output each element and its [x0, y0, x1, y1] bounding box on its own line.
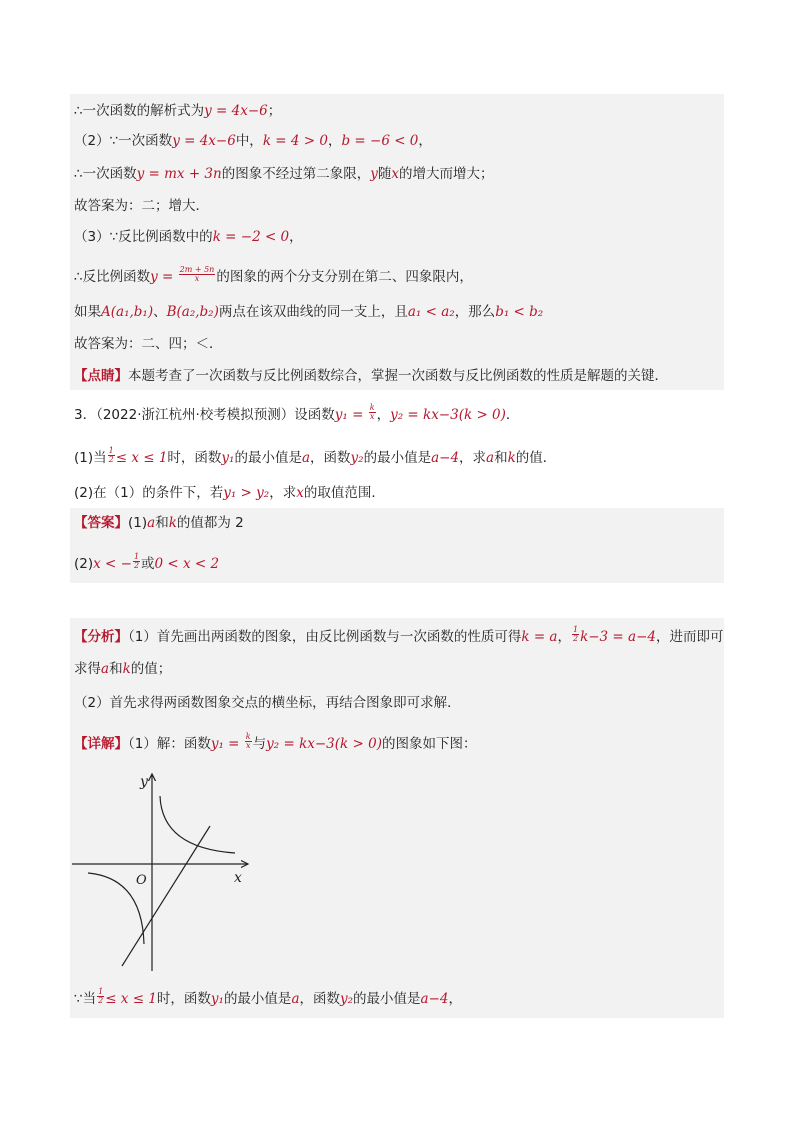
fraction-denominator: 2	[572, 634, 579, 643]
text-line-2	[74, 132, 432, 150]
text-segment: 的图象如下图：	[381, 736, 477, 752]
text-segment: ，函数	[299, 991, 340, 1007]
text-segment: （2）首先求得两函数图象交点的横坐标，再结合图象即可求解．	[74, 695, 461, 711]
text-segment: ，函数	[310, 450, 351, 466]
function-graph	[70, 766, 270, 971]
math-expression: b = −6 < 0	[341, 133, 419, 149]
math-expression: y₂ = kx−3(k > 0)	[390, 407, 506, 423]
section-label: 【点睛】	[74, 368, 128, 384]
text-line-18	[74, 733, 476, 753]
origin-label: O	[136, 873, 147, 888]
math-expression: y₁	[210, 991, 224, 1007]
section-label: 【分析】	[74, 629, 128, 645]
text-segment: ；	[267, 103, 282, 119]
math-expression: 0 < x < 2	[154, 556, 220, 572]
text-line-11	[74, 447, 556, 467]
math-expression: y₂ = kx−3(k > 0)	[266, 736, 382, 752]
text-segment: 中，	[235, 133, 263, 149]
text-segment: 3．（2022·浙江杭州·校考模拟预测）设函数	[74, 407, 335, 423]
fraction-numerator: 1	[133, 552, 140, 561]
text-line-3	[74, 165, 493, 183]
linear-function-line	[122, 826, 210, 966]
text-segment: ∴一次函数	[74, 166, 137, 182]
math-expression: y = 4x−6	[172, 133, 236, 149]
math-expression: a−4	[420, 991, 449, 1007]
text-segment: 的图象的两个分支分别在第二、四象限内，	[216, 269, 473, 285]
text-segment: ，那么	[454, 304, 496, 320]
fraction	[133, 553, 140, 570]
math-expression: y	[370, 166, 378, 182]
text-segment: 的取值范围．	[303, 485, 385, 501]
text-segment: 求得	[74, 661, 101, 677]
text-segment: 和	[109, 661, 123, 677]
text-segment: 与	[252, 736, 267, 752]
text-line-7	[74, 303, 543, 321]
math-expression: y₁	[221, 450, 235, 466]
fraction-numerator: 1	[572, 625, 579, 634]
text-segment: 的最小值是	[223, 991, 292, 1007]
text-segment: ，	[418, 133, 432, 149]
text-line-14	[74, 553, 219, 573]
math-expression: a−4	[431, 450, 460, 466]
text-segment: 两点在该双曲线的同一支上，且	[218, 304, 408, 320]
text-segment: 的最小值是	[234, 450, 302, 466]
text-segment: 时，函数	[167, 450, 222, 466]
math-expression: a	[486, 450, 495, 466]
math-expression: y₁ =	[210, 736, 244, 752]
fraction	[179, 266, 216, 283]
text-segment: ，求	[459, 450, 487, 466]
math-expression: B(a₂,b₂)	[166, 304, 219, 320]
text-segment: ，进而即可	[656, 629, 724, 645]
y-axis-label: y	[140, 774, 148, 790]
math-expression: a	[101, 661, 110, 677]
hyperbola-branch-q1	[160, 796, 235, 853]
text-segment: ，	[557, 629, 571, 645]
fraction-numerator: 1	[98, 987, 104, 996]
math-expression: x < −	[93, 556, 132, 572]
fraction-numerator: k	[369, 403, 375, 412]
fraction-denominator: 2	[108, 455, 114, 464]
fraction	[97, 988, 104, 1005]
math-expression: A(a₁,b₁)	[101, 304, 154, 320]
math-expression: k	[122, 661, 131, 677]
text-line-1	[74, 102, 281, 120]
fraction-denominator: 2	[133, 561, 140, 570]
text-segment: 的值；	[130, 661, 172, 677]
math-expression: k	[507, 450, 516, 466]
fraction-denominator: 2	[98, 996, 104, 1005]
math-expression: ≤ x ≤ 1	[115, 450, 168, 466]
text-segment: ∴一次函数的解析式为	[74, 103, 205, 119]
fraction-denominator: x	[245, 741, 251, 750]
text-segment: 随	[377, 166, 392, 182]
text-segment: 的图象不经过第二象限，	[221, 166, 371, 182]
text-line-12	[74, 484, 385, 502]
text-segment: 本题考查了一次函数与反比例函数综合，掌握一次函数与反比例函数的性质是解题的关键．	[128, 368, 668, 384]
text-segment: 时，函数	[156, 991, 211, 1007]
text-segment: ，	[327, 133, 342, 149]
text-segment: 故答案为：二、四；＜．	[74, 336, 223, 352]
text-segment: 的值．	[515, 450, 557, 466]
math-expression: k	[168, 515, 177, 531]
text-segment: ，	[289, 229, 303, 245]
math-expression: y₂	[340, 991, 354, 1007]
math-expression: y = mx + 3n	[136, 166, 222, 182]
text-line-10	[74, 404, 519, 424]
fraction	[108, 447, 115, 464]
text-segment: 或	[141, 556, 155, 572]
text-line-6	[74, 266, 473, 286]
text-line-17	[74, 694, 461, 712]
text-segment: 、	[153, 304, 167, 320]
fraction-numerator: k	[245, 732, 251, 741]
math-expression: a₁ < a₂	[407, 304, 455, 320]
text-line-19	[74, 988, 462, 1008]
math-expression: y₁ > y₂	[223, 485, 270, 501]
math-expression: k = −2 < 0	[212, 229, 290, 245]
text-line-9	[74, 367, 668, 385]
text-segment: (1)当	[74, 450, 107, 466]
text-segment: ，	[376, 407, 391, 423]
text-segment: 的值都为 2	[176, 515, 244, 531]
math-expression: y₁ =	[334, 407, 368, 423]
math-expression: k−3 = a−4	[580, 629, 656, 645]
text-line-4	[74, 197, 209, 215]
section-label: 【详解】	[74, 736, 128, 752]
fraction-denominator: x	[194, 274, 200, 283]
text-segment: (2)	[74, 556, 94, 572]
section-label: 【答案】	[74, 515, 128, 531]
text-segment: 的增大而增大；	[398, 166, 494, 182]
text-segment: 的最小值是	[363, 450, 432, 466]
math-expression: a	[147, 515, 156, 531]
fraction-numerator: 1	[108, 446, 114, 455]
text-segment: (2)在（1）的条件下，若	[74, 485, 224, 501]
math-expression: x	[296, 485, 304, 501]
text-segment: ，	[448, 991, 462, 1007]
text-segment: （3）∵反比例函数中的	[74, 229, 213, 245]
math-expression: a	[291, 991, 300, 1007]
math-expression: y₂	[350, 450, 364, 466]
text-segment: （1）解：函数	[128, 736, 211, 752]
text-segment: 故答案为：二；增大．	[74, 198, 209, 214]
text-segment: (1)	[128, 515, 148, 531]
fraction	[572, 626, 579, 643]
text-line-13	[74, 514, 244, 532]
text-segment: 和	[155, 515, 169, 531]
x-axis-label: x	[234, 870, 242, 886]
math-expression: x	[391, 166, 399, 182]
text-line-16	[74, 660, 171, 678]
text-segment: ，求	[269, 485, 297, 501]
math-expression: a	[301, 450, 311, 466]
math-expression: k = 4 > 0	[262, 133, 328, 149]
fraction	[245, 733, 252, 750]
text-line-15	[74, 626, 724, 646]
math-expression: b₁ < b₂	[495, 304, 544, 320]
text-segment: 和	[494, 450, 508, 466]
text-line-5	[74, 228, 303, 246]
text-segment: 如果	[74, 304, 101, 320]
text-segment: ∴反比例函数	[74, 269, 151, 285]
fraction-denominator: x	[369, 412, 375, 421]
math-expression: y = 4x−6	[204, 103, 268, 119]
text-segment: ∵当	[74, 991, 97, 1007]
math-expression: ≤ x ≤ 1	[105, 991, 157, 1007]
math-expression: k = a	[521, 629, 558, 645]
text-line-8	[74, 335, 223, 353]
text-segment: （1）首先画出两函数的图象，由反比例函数与一次函数的性质可得	[128, 629, 522, 645]
text-segment: （2）∵一次函数	[74, 133, 173, 149]
text-segment: 的最小值是	[353, 991, 421, 1007]
fraction	[369, 404, 376, 421]
text-segment: ．	[505, 407, 520, 423]
math-expression: y =	[150, 269, 178, 285]
fraction-numerator: 2m + 5n	[179, 265, 215, 274]
